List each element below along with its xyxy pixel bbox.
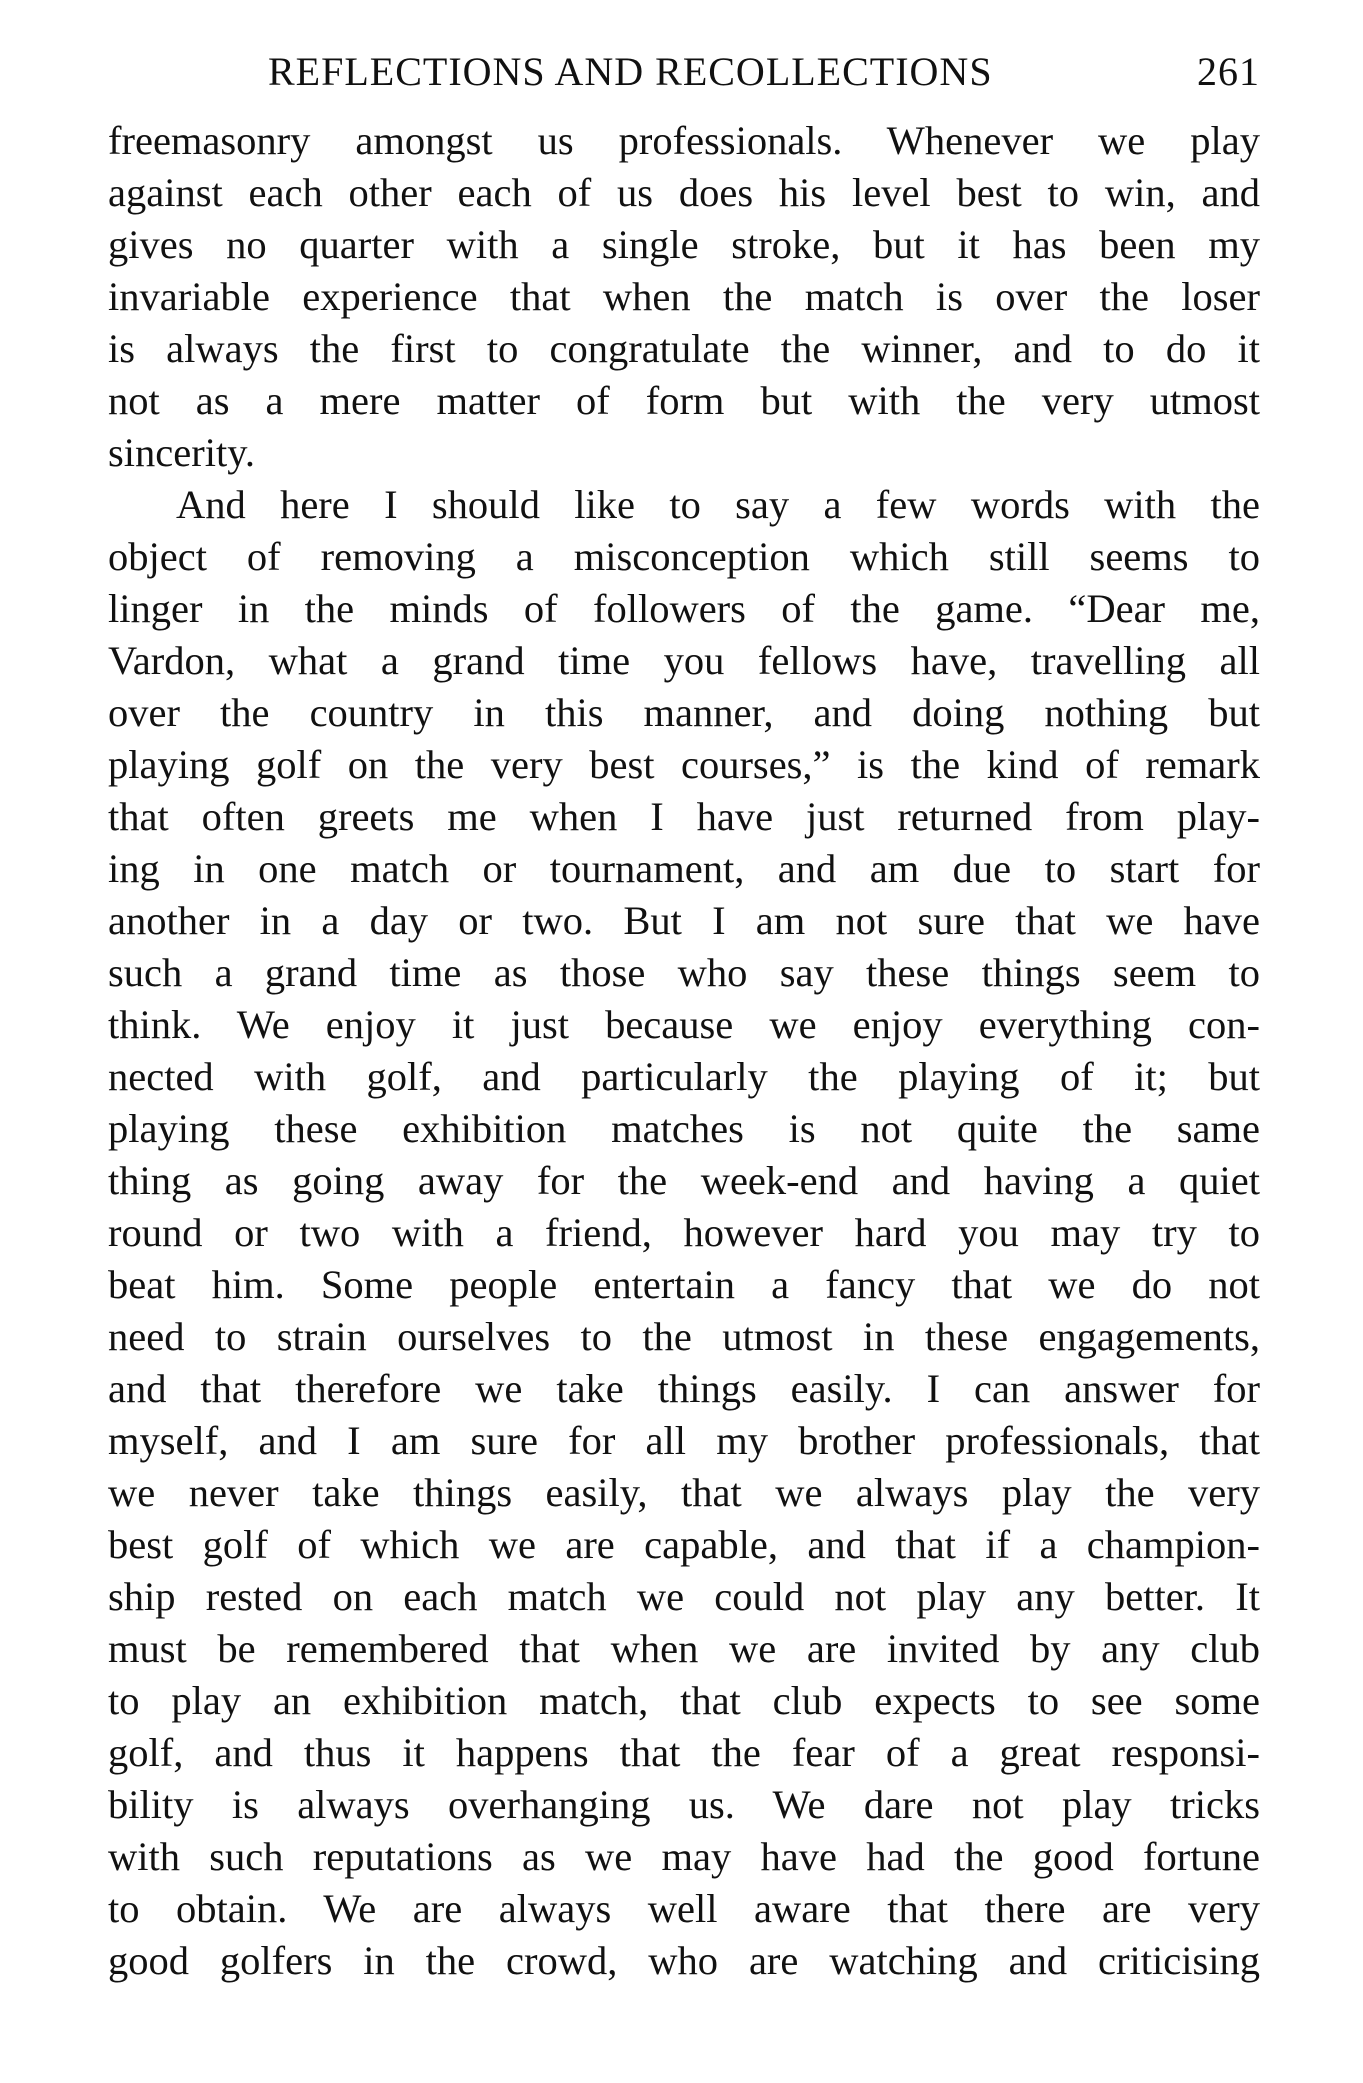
text-line: must be remembered that when we are invited by any club [108, 1626, 1260, 1671]
text-line: linger in the minds of followers of the game. “Dear me, [108, 586, 1260, 631]
text-line: another in a day or two. But I am not sure that we have [108, 898, 1260, 943]
running-head [268, 42, 1260, 102]
text-line: that often greets me when I have just returned from play- [108, 794, 1260, 839]
text-line: invariable experience that when the match is over the loser [108, 274, 1260, 319]
text-line: with such reputations as we may have had the good fortune [108, 1834, 1260, 1879]
running-title: REFLECTIONS AND RECOLLECTIONS [268, 49, 993, 94]
text-line: object of removing a misconception which still seems to [108, 534, 1260, 579]
text-line: and that therefore we take things easily. I can answer for [108, 1366, 1260, 1411]
text-line: think. We enjoy it just because we enjoy everything con- [108, 1002, 1260, 1047]
text-line: over the country in this manner, and doing nothing but [108, 690, 1260, 735]
text-line: gives no quarter with a single stroke, but it has been my [108, 222, 1260, 267]
text-line: freemasonry amongst us professionals. Whenever we play [108, 118, 1260, 163]
text-line: thing as going away for the week-end and having a quiet [108, 1158, 1260, 1203]
text-line: golf, and thus it happens that the fear of a great responsi- [108, 1730, 1260, 1775]
text-line: not as a mere matter of form but with the very utmost [108, 378, 1260, 423]
text-line: need to strain ourselves to the utmost in these engagements, [108, 1314, 1260, 1359]
text-line: best golf of which we are capable, and that if a champion- [108, 1522, 1260, 1567]
text-line: bility is always overhanging us. We dare not play tricks [108, 1782, 1260, 1827]
page-number: 261 [1197, 49, 1260, 94]
text-line: ship rested on each match we could not play any better. It [108, 1574, 1260, 1619]
text-line: good golfers in the crowd, who are watching and criticising [108, 1938, 1260, 1983]
text-line: against each other each of us does his level best to win, and [108, 170, 1260, 215]
text-line: playing these exhibition matches is not quite the same [108, 1106, 1260, 1151]
text-line: such a grand time as those who say these things seem to [108, 950, 1260, 995]
text-line: we never take things easily, that we always play the very [108, 1470, 1260, 1515]
text-line: to obtain. We are always well aware that there are very [108, 1886, 1260, 1931]
text-line: round or two with a friend, however hard you may try to [108, 1210, 1260, 1255]
text-line: to play an exhibition match, that club expects to see some [108, 1678, 1260, 1723]
text-line: playing golf on the very best courses,” is the kind of remark [108, 742, 1260, 787]
text-line: is always the first to congratulate the winner, and to do it [108, 326, 1260, 371]
text-line: ing in one match or tournament, and am due to start for [108, 846, 1260, 891]
text-line: beat him. Some people entertain a fancy that we do not [108, 1262, 1260, 1307]
paragraph-first-line: And here I should like to say a few words with the [176, 482, 1260, 527]
text-line: myself, and I am sure for all my brother professionals, that [108, 1418, 1260, 1463]
text-line: sincerity. [108, 430, 255, 475]
text-line: Vardon, what a grand time you fellows have, travelling all [108, 638, 1260, 683]
text-line: nected with golf, and particularly the playing of it; but [108, 1054, 1260, 1099]
body-text [108, 115, 1260, 1987]
